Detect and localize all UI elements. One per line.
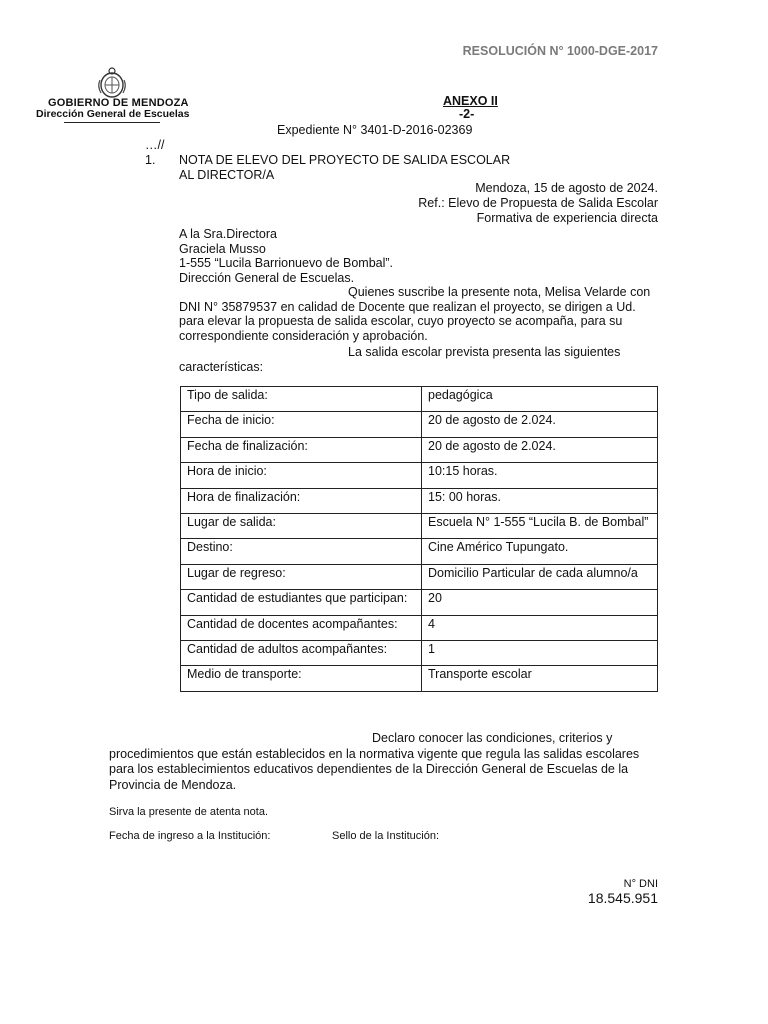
row-value: 20 de agosto de 2.024. (422, 437, 658, 462)
row-value: 10:15 horas. (422, 463, 658, 488)
institution-seal-label: Sello de la Institución: (332, 830, 440, 842)
declaration-paragraph: Declaro conocer las condiciones, criterios y procedimientos que están establecidos en la normativa vigente que regula las salidas escolares para los establecimientos educativos dependientes de la Dirección General de Escuelas de la Provincia de Mendoza. (109, 731, 640, 792)
logo-direction-name: Dirección General de Escuelas (36, 108, 190, 120)
row-label: Hora de inicio: (181, 463, 422, 488)
entry-date-label: Fecha de ingreso a la Institución: (109, 830, 271, 842)
table-row (181, 564, 658, 589)
item-title: NOTA DE ELEVO DEL PROYECTO DE SALIDA ESCOLAR (179, 153, 511, 167)
closing-line: Sirva la presente de atenta nota. (109, 806, 268, 818)
table-row (181, 615, 658, 640)
resolution-number: RESOLUCIÓN N° 1000-DGE-2017 (462, 44, 658, 58)
continuation-mark: …// (145, 138, 165, 152)
table-row (181, 488, 658, 513)
row-label: Fecha de inicio: (181, 412, 422, 437)
row-value: 20 (422, 590, 658, 615)
row-label: Cantidad de docentes acompañantes: (181, 615, 422, 640)
row-label: Medio de transporte: (181, 666, 422, 691)
item-subtitle: AL DIRECTOR/A (179, 168, 275, 182)
row-label: Fecha de finalización: (181, 437, 422, 462)
table-row (181, 666, 658, 691)
item-number: 1. (145, 153, 156, 167)
row-label: Cantidad de estudiantes que participan: (181, 590, 422, 615)
logo-government-name: GOBIERNO DE MENDOZA (48, 97, 189, 109)
row-value: 1 (422, 640, 658, 665)
row-value: Domicilio Particular de cada alumno/a (422, 564, 658, 589)
row-label: Lugar de salida: (181, 513, 422, 538)
reference-line-1: Ref.: Elevo de Propuesta de Salida Escolar (418, 196, 658, 210)
row-label: Tipo de salida: (181, 387, 422, 412)
row-value: 4 (422, 615, 658, 640)
row-value: Transporte escolar (422, 666, 658, 691)
body-paragraph-request: Quienes suscribe la presente nota, Melisa Velarde con DNI N° 35879537 en calidad de Docente que realizan el proyecto, se dirigen a Ud. para elevar la propuesta de salida escolar, cuyo proyecto se acompaña, para su correspondiente consideración y aprobación. (179, 285, 651, 343)
table-row (181, 513, 658, 538)
row-label: Lugar de regreso: (181, 564, 422, 589)
table-row (181, 437, 658, 462)
table-row (181, 463, 658, 488)
annex-title: ANEXO II (443, 94, 498, 108)
row-label: Destino: (181, 539, 422, 564)
addressee-name: Graciela Musso (179, 242, 266, 256)
dni-value: 18.545.951 (587, 890, 658, 906)
row-label: Cantidad de adultos acompañantes: (181, 640, 422, 665)
trip-details-table (180, 386, 658, 692)
annex-page-number: -2- (459, 107, 475, 121)
addressee-school: 1-555 “Lucila Barrionuevo de Bombal”. (179, 256, 394, 270)
addressee-institution: Dirección General de Escuelas. (179, 271, 355, 285)
dni-label: N° DNI (623, 878, 658, 890)
table-row (181, 590, 658, 615)
logo-underline (64, 122, 160, 123)
table-row (181, 387, 658, 412)
row-value: 15: 00 horas. (422, 488, 658, 513)
reference-line-2: Formativa de experiencia directa (476, 211, 658, 225)
government-logo (36, 66, 206, 126)
row-label: Hora de finalización: (181, 488, 422, 513)
table-row (181, 539, 658, 564)
row-value: pedagógica (422, 387, 658, 412)
row-value: 20 de agosto de 2.024. (422, 412, 658, 437)
table-row (181, 640, 658, 665)
row-value: Cine Américo Tupungato. (422, 539, 658, 564)
body-paragraph-characteristics: La salida escolar prevista presenta las siguientes características: (179, 345, 621, 374)
date-line: Mendoza, 15 de agosto de 2024. (475, 181, 658, 195)
file-number: Expediente N° 3401-D-2016-02369 (277, 123, 473, 137)
addressee-line: A la Sra.Directora (179, 227, 277, 241)
row-value: Escuela N° 1-555 “Lucila B. de Bombal” (422, 513, 658, 538)
table-row (181, 412, 658, 437)
mendoza-coat-of-arms-icon (96, 66, 128, 100)
